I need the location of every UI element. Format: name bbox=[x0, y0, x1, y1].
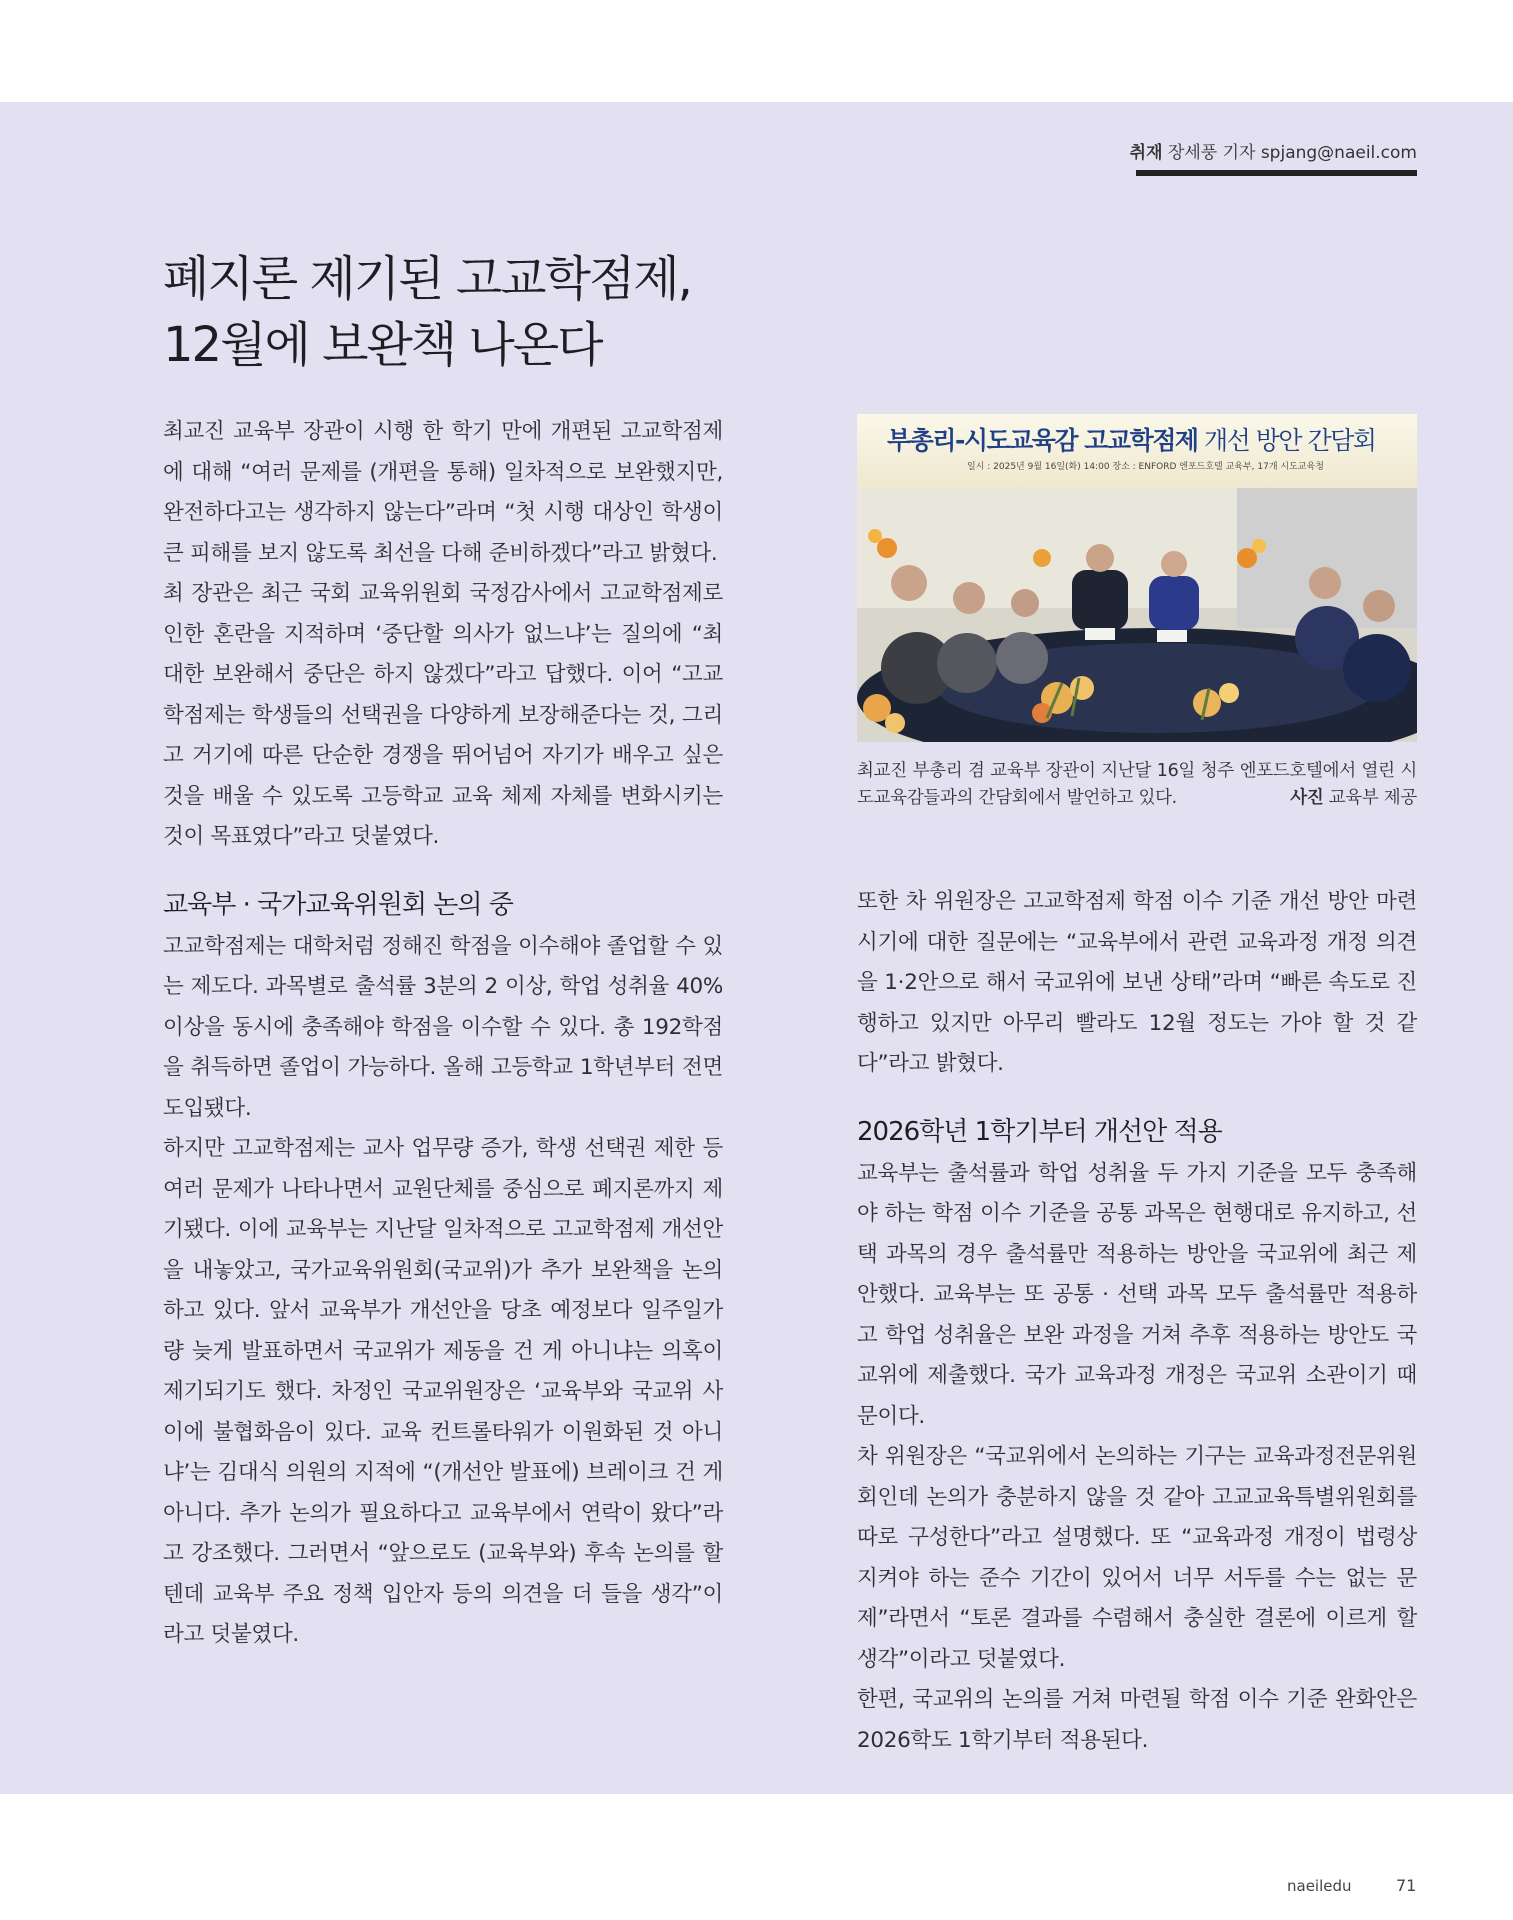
right-column bbox=[857, 882, 1417, 1761]
paragraph: 최 장관은 최근 국회 교육위원회 국정감사에서 고교학점제로 인한 혼란을 지적하며 ‘중단할 의사가 없느냐’는 질의에 “최대한 보완해서 중단은 하지 않겠다”라고 답했다. 이어 “고교학점제는 학생들의 선택권을 다양하게 보장해준다는 것, 그리고 거기에 따른 단순한 경쟁을 뛰어넘어 자기가 배우고 싶은 것을 배울 수 있도록 고등학교 교육 체제 자체를 변화시키는 것이 목표였다”라고 덧붙였다. bbox=[163, 581, 723, 849]
paragraph: 최교진 교육부 장관이 시행 한 학기 만에 개편된 고교학점제에 대해 “여러 문제를 (개편을 통해) 일차적으로 보완했지만, 완전하다고는 생각하지 않는다”라며 “첫 시행 대상인 학생이 큰 피해를 보지 않도록 최선을 다해 준비하겠다”라고 밝혔다. bbox=[163, 419, 723, 566]
article-title bbox=[163, 246, 803, 378]
byline-rule bbox=[1136, 170, 1417, 176]
section-heading: 2026학년 1학기부터 개선안 적용 bbox=[857, 1116, 1222, 1147]
paragraph: 고교학점제는 대학처럼 정해진 학점을 이수해야 졸업할 수 있는 제도다. 과목별로 출석률 3분의 2 이상, 학업 성취율 40% 이상을 동시에 충족해야 학점을 이수할 수 있다. 총 192학점을 취득하면 졸업이 가능하다. 올해 고등학교 1학년부터 전면 도입됐다. bbox=[163, 933, 723, 1121]
byline-text: 장세풍 기자 spjang@naeil.com bbox=[1167, 143, 1417, 163]
section-heading: 교육부 · 국가교육위원회 논의 중 bbox=[163, 889, 513, 920]
title-line-1: 폐지론 제기된 고교학점제, bbox=[163, 251, 691, 307]
article-photo bbox=[857, 414, 1417, 742]
photo-caption bbox=[857, 758, 1417, 812]
byline-label: 취재 bbox=[1129, 143, 1163, 163]
title-line-2: 12월에 보완책 나온다 bbox=[163, 317, 602, 373]
paragraph: 교육부는 출석률과 학업 성취율 두 가지 기준을 모두 충족해야 하는 학점 이수 기준을 공통 과목은 현행대로 유지하고, 선택 과목의 경우 출석률만 적용하는 방안을 국교위에 최근 제안했다. 교육부는 또 공통 · 선택 과목 모두 출석률만 적용하고 학업 성취율은 보완 과정을 거쳐 추후 적용하는 방안도 국교위에 제출했다. 국가 교육과정 개정은 국교위 소관이기 때문이다. bbox=[857, 1160, 1417, 1429]
event-banner bbox=[857, 414, 1417, 488]
banner-title: 부총리-시도교육감 고교학점제 개선 방안 간담회 bbox=[887, 426, 1376, 455]
photo-credit: 사진 교육부 제공 bbox=[1290, 788, 1417, 808]
banner-info: 일시 : 2025년 9월 16일(화) 14:00 장소 : ENFORD 엔포드호텔 교육부, 17개 시도교육청 bbox=[967, 462, 1324, 472]
page-number: 71 bbox=[1396, 1876, 1417, 1895]
paragraph: 한편, 국교위의 논의를 거쳐 마련될 학점 이수 기준 완화안은 2026학도 1학기부터 적용된다. bbox=[857, 1687, 1417, 1753]
left-column bbox=[163, 412, 723, 1656]
meeting-photo-illustration bbox=[857, 488, 1417, 742]
caption-text: 최교진 부총리 겸 교육부 장관이 지난달 16일 청주 엔포드호텔에서 열린 시도교육감들과의 간담회에서 발언하고 있다. bbox=[857, 761, 1417, 808]
paragraph: 차 위원장은 “국교위에서 논의하는 기구는 교육과정전문위원회인데 논의가 충분하지 않을 것 같아 고교교육특별위원회를 따로 구성한다”라고 설명했다. 또 “교육과정 개정이 법령상 지켜야 하는 준수 기간이 있어서 너무 서두를 수는 없는 문제”라면서 “토론 결과를 수렴해서 충실한 결론에 이르게 할 생각”이라고 덧붙였다. bbox=[857, 1444, 1417, 1672]
paragraph: 하지만 고교학점제는 교사 업무량 증가, 학생 선택권 제한 등 여러 문제가 나타나면서 교원단체를 중심으로 폐지론까지 제기됐다. 이에 교육부는 지난달 일차적으로 고교학점제 개선안을 내놓았고, 국가교육위원회(국교위)가 추가 보완책을 논의하고 있다. 앞서 교육부가 개선안을 당초 예정보다 일주일가량 늦게 발표하면서 국교위가 제동을 건 게 아니냐는 의혹이 제기되기도 했다. 차정인 국교위원장은 ‘교육부와 국교위 사이에 불협화음이 있다. 교육 컨트롤타워가 이원화된 것 아니냐’는 김대식 의원의 지적에 “(개선안 발표에) 브레이크 건 게 아니다. 추가 논의가 필요하다고 교육부에서 연락이 왔다”라고 강조했다. 그러면서 “앞으로도 (교육부와) 후속 논의를 할 텐데 교육부 주요 정책 입안자 등의 의견을 더 들을 생각”이라고 덧붙였다. bbox=[163, 1136, 723, 1647]
paragraph: 또한 차 위원장은 고교학점제 학점 이수 기준 개선 방안 마련 시기에 대한 질문에는 “교육부에서 관련 교육과정 개정 의견을 1·2안으로 해서 국교위에 보낸 상태”라며 “빠른 속도로 진행하고 있지만 아무리 빨라도 12월 정도는 가야 할 것 같다”라고 밝혔다. bbox=[857, 889, 1417, 1076]
byline bbox=[1130, 138, 1417, 163]
footer-brand: naeiledu bbox=[1287, 1877, 1352, 1895]
